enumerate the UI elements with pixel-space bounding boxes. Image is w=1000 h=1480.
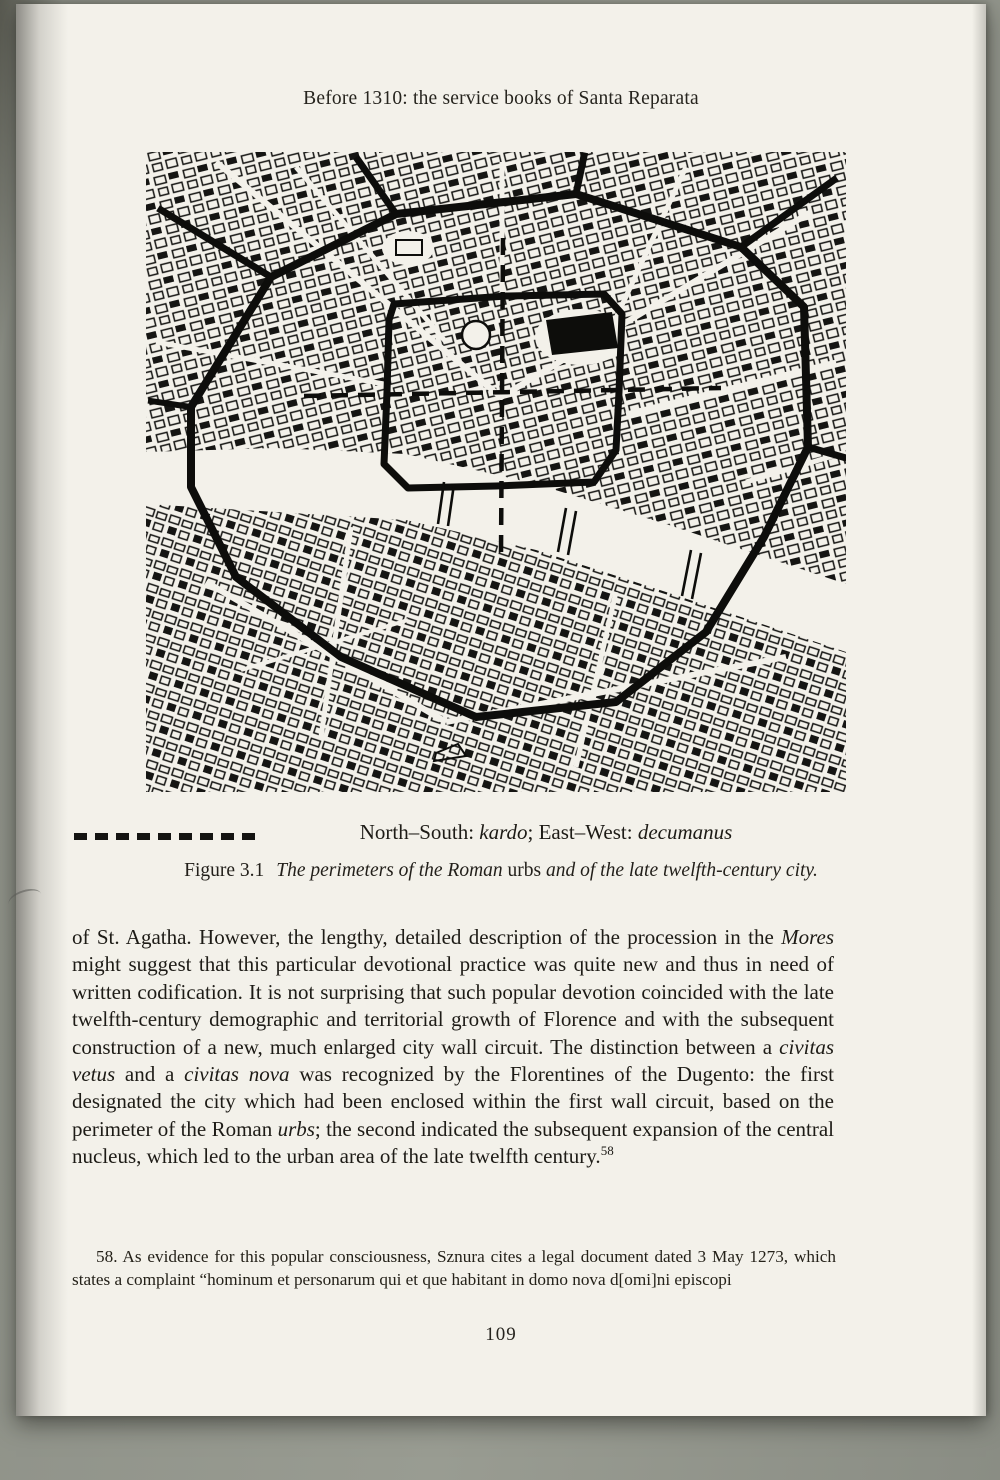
footnote-58: 58. As evidence for this popular consciousness, Sznura cites a legal document dated 3 May 1273, which states a complaint “hominum et personarum qui et que habitant in domo nova d[omi]ni episcopi <box>72 1247 836 1289</box>
pencil-mark <box>6 885 44 913</box>
florence-map-svg <box>146 152 846 792</box>
legend-part-ew: ; East–West: <box>527 820 638 844</box>
page-edge-shadow <box>972 4 986 1416</box>
legend-text <box>16 820 986 845</box>
body-seg-2: might suggest that this particular devotional practice was quite new and thus in need of written codification. It is not surprising that such popular devotion coincided with the late twelfth-century demographic and territorial growth of Florence and with the subsequent construction of a new, much enlarged city wall circuit. The distinction between a <box>72 952 834 1059</box>
body-civitas-nova: civitas nova <box>184 1062 290 1087</box>
body-urbs: urbs <box>277 1116 315 1141</box>
body-civitas-vetus: civitas vetus <box>72 1034 834 1087</box>
body-seg-8: ; the second indicated the subsequent expansion of the central nucleus, which led to the urban area of the late twelfth century. <box>72 1116 834 1169</box>
caption-italic-2: and of the late twelfth-century city. <box>546 860 818 881</box>
figure-caption <box>16 860 986 882</box>
map-legend <box>16 820 986 854</box>
figure-number: Figure 3.1 <box>184 860 265 881</box>
body-seg-4: and a <box>115 1062 185 1087</box>
body-seg-6: was recognized by the Florentines of the Dugento: the first designated the city which had been enclosed within the first wall circuit, based on the perimeter of the Roman <box>72 1062 834 1141</box>
body-paragraph <box>72 924 834 1171</box>
body-seg-0: of St. Agatha. However, the lengthy, detailed description of the procession in the <box>72 925 782 949</box>
running-header: Before 1310: the service books of Santa Reparata <box>303 88 699 109</box>
page-number: 109 <box>485 1324 517 1345</box>
legend-kardo: kardo <box>479 820 528 844</box>
binding-shadow <box>16 4 68 1416</box>
legend-decumanus: decumanus <box>637 820 733 844</box>
footnote-reference-58: 58 <box>600 1143 614 1159</box>
figure-map <box>146 152 846 792</box>
caption-urbs: urbs <box>507 860 547 881</box>
caption-italic-1: The perimeters of the Roman <box>276 860 508 881</box>
body-mores: Mores <box>781 925 834 949</box>
book-page <box>16 4 986 1416</box>
legend-part-ns: North–South: <box>359 820 480 844</box>
